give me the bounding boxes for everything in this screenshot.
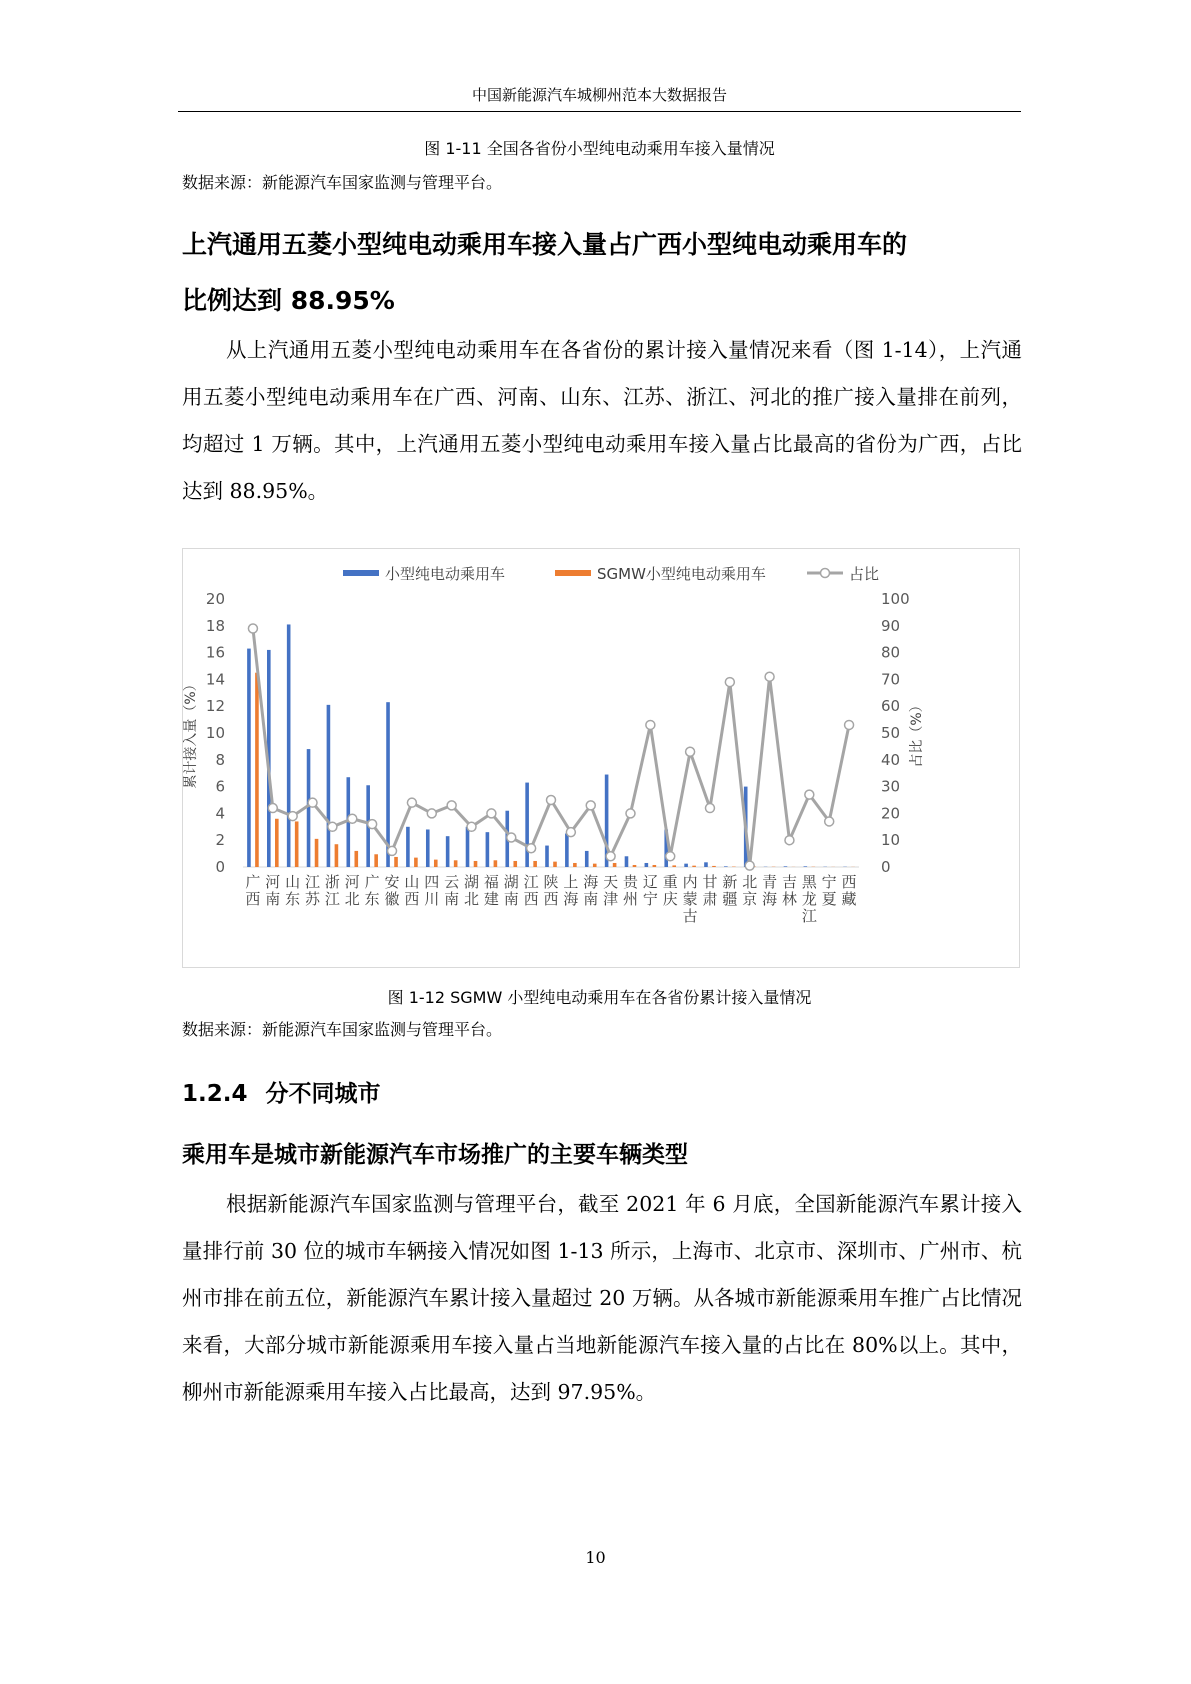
x-tick-label: 安徽	[384, 873, 400, 908]
x-tick-label: 内蒙古	[682, 873, 698, 925]
x-tick-label: 海南	[583, 873, 599, 908]
heading-3: 乘用车是城市新能源汽车市场推广的主要车辆类型	[182, 1142, 688, 1168]
x-tick-label: 宁夏	[821, 873, 837, 908]
x-tick-label: 甘肃	[702, 873, 718, 908]
line-point	[467, 822, 476, 831]
x-tick-label: 陕西	[543, 873, 559, 908]
paragraph-2	[182, 1181, 1022, 1416]
bar-sgmw	[573, 863, 577, 867]
subsection-number: 1.2.4	[182, 1081, 248, 1107]
y2-tick-label: 70	[881, 670, 901, 689]
x-tick-label: 湖北	[464, 873, 480, 908]
y-tick-label: 4	[215, 804, 225, 823]
bar-sgmw	[394, 857, 398, 867]
y2-tick-label: 80	[881, 643, 901, 662]
x-tick-label: 西藏	[841, 873, 857, 908]
line-point	[248, 624, 257, 633]
x-tick-label: 江西	[523, 873, 539, 908]
line-point	[308, 798, 317, 807]
bar-sgmw	[434, 860, 438, 867]
x-tick-label: 四川	[424, 873, 440, 908]
y2-tick-label: 90	[881, 616, 901, 635]
line-point	[507, 833, 516, 842]
bar-sgmw	[633, 865, 637, 867]
x-tick-label: 辽宁	[642, 873, 658, 908]
line-point	[427, 809, 436, 818]
paragraph-1-text: 从上汽通用五菱小型纯电动乘用车在各省份的累计接入量情况来看（图 1-14），上汽通用五菱小型纯电动乘用车在广西、河南、山东、江苏、浙江、河北的推广接入量排在前列，均超过 1 万辆。其中，上汽通用五菱小型纯电动乘用车接入量占比最高的省份为广西，占比达到 88.95%。	[182, 338, 1022, 503]
bar-total	[466, 827, 470, 867]
y-tick-label: 0	[215, 858, 225, 876]
bar-sgmw	[593, 864, 597, 867]
line-point	[845, 720, 854, 729]
x-tick-label: 北京	[742, 873, 758, 908]
bar-total	[684, 864, 688, 867]
bar-sgmw	[553, 862, 557, 867]
line-share	[253, 628, 849, 865]
bar-total	[625, 856, 629, 867]
y-tick-label: 14	[205, 670, 225, 689]
line-point	[705, 804, 714, 813]
bar-sgmw	[712, 866, 716, 867]
legend-swatch-marker	[821, 569, 830, 578]
y2-tick-label: 20	[881, 804, 901, 823]
bar-total	[545, 846, 549, 867]
line-point	[805, 790, 814, 799]
bar-sgmw	[414, 858, 418, 867]
line-point	[447, 801, 456, 810]
page-number: 10	[585, 1548, 606, 1567]
line-point	[586, 801, 595, 810]
line-point	[606, 852, 615, 861]
x-tick-label: 河南	[265, 873, 281, 908]
bar-total	[804, 866, 808, 867]
bar-total	[247, 649, 251, 867]
bar-sgmw	[653, 865, 657, 867]
x-tick-label: 山西	[404, 873, 420, 908]
data-source-1-12: 数据来源：新能源汽车国家监测与管理平台。	[182, 1020, 503, 1039]
line-point	[666, 852, 675, 861]
x-tick-label: 吉林	[781, 873, 797, 908]
x-tick-label: 青海	[762, 873, 778, 908]
bar-total	[704, 862, 708, 867]
x-tick-label: 黑龙江	[801, 873, 817, 925]
x-tick-label: 重庆	[662, 873, 678, 908]
bar-sgmw	[533, 861, 537, 867]
paragraph-1	[182, 327, 1022, 515]
bar-total	[525, 783, 529, 867]
x-tick-label: 江苏	[305, 873, 321, 908]
paragraph-2-text: 根据新能源汽车国家监测与管理平台，截至 2021 年 6 月底，全国新能源汽车累计接入量排行前 30 位的城市车辆接入情况如图 1-13 所示，上海市、北京市、深圳市、广州市、杭州市排在前五位，新能源汽车累计接入量超过 20 万辆。从各城市新能源乘用车推广占比情况来看，大部分城市新能源乘用车接入量占当地新能源汽车接入量的占比在 80%以上。其中，柳州市新能源乘用车接入占比最高，达到 97.95%。	[182, 1192, 1022, 1404]
y-tick-label: 6	[215, 777, 225, 796]
bar-total	[784, 866, 788, 867]
y2-tick-label: 30	[881, 777, 901, 796]
line-point	[268, 804, 277, 813]
bar-total	[645, 863, 649, 867]
bar-total	[585, 851, 589, 867]
bar-sgmw	[295, 821, 299, 867]
line-point	[686, 747, 695, 756]
bar-sgmw	[474, 861, 478, 867]
bar-sgmw	[354, 851, 358, 867]
legend-label: SGMW小型纯电动乘用车	[597, 565, 766, 583]
line-point	[646, 720, 655, 729]
line-point	[487, 809, 496, 818]
line-point	[368, 820, 377, 829]
y2-axis-title: 占比（%）	[909, 698, 925, 768]
legend-label: 小型纯电动乘用车	[385, 565, 506, 583]
header-rule	[178, 111, 1021, 112]
x-tick-label: 天津	[603, 873, 619, 908]
subsection-title: 分不同城市	[265, 1081, 381, 1107]
x-tick-label: 云南	[444, 873, 460, 908]
y2-tick-label: 60	[881, 697, 901, 716]
y-tick-label: 20	[205, 590, 225, 608]
line-point	[626, 809, 635, 818]
y-tick-label: 12	[205, 697, 225, 716]
chart-sgmw-by-province	[182, 548, 1020, 968]
x-tick-label: 山东	[285, 873, 301, 908]
x-tick-label: 广西	[245, 873, 261, 908]
bar-total	[724, 866, 728, 867]
section-heading-line1: 上汽通用五菱小型纯电动乘用车接入量占广西小型纯电动乘用车的	[182, 230, 908, 259]
x-tick-label: 广东	[364, 873, 380, 908]
line-point	[328, 822, 337, 831]
bar-total	[327, 705, 331, 867]
legend-swatch	[343, 570, 379, 576]
y-tick-label: 10	[205, 724, 225, 742]
figure-caption-1-11: 图 1-11 全国各省份小型纯电动乘用车接入量情况	[424, 139, 775, 158]
y-tick-label: 16	[205, 643, 225, 662]
x-tick-label: 贵州	[622, 873, 638, 908]
y2-tick-label: 40	[881, 750, 901, 769]
x-tick-label: 河北	[344, 873, 360, 908]
bar-sgmw	[255, 673, 259, 867]
subsection-heading	[182, 1075, 381, 1108]
bar-sgmw	[672, 865, 676, 867]
bar-sgmw	[613, 863, 617, 867]
section-heading-line2: 比例达到 88.95%	[182, 286, 395, 315]
y-tick-label: 8	[215, 750, 225, 769]
bar-total	[486, 832, 490, 867]
line-point	[407, 798, 416, 807]
line-point	[725, 678, 734, 687]
line-point	[348, 814, 357, 823]
y2-tick-label: 100	[881, 590, 910, 608]
y2-tick-label: 0	[881, 858, 891, 876]
line-point	[825, 817, 834, 826]
bar-total	[426, 829, 430, 867]
header-title: 中国新能源汽车城柳州范本大数据报告	[471, 86, 727, 104]
legend-label: 占比	[849, 565, 880, 583]
y-tick-label: 18	[205, 616, 225, 635]
bar-total	[287, 624, 291, 867]
line-point	[566, 828, 575, 837]
x-tick-label: 福建	[483, 873, 499, 908]
bar-sgmw	[494, 860, 498, 867]
bar-sgmw	[454, 860, 458, 867]
x-tick-label: 新疆	[722, 873, 738, 908]
x-tick-label: 湖南	[503, 873, 519, 908]
bar-sgmw	[374, 854, 378, 867]
bar-sgmw	[275, 819, 279, 867]
line-point	[765, 672, 774, 681]
y-axis-title: 累计接入量（%）	[183, 677, 199, 789]
bar-sgmw	[513, 861, 517, 867]
line-point	[288, 812, 297, 821]
bar-total	[565, 834, 569, 868]
bar-total	[307, 749, 311, 867]
x-tick-label: 上海	[563, 873, 579, 908]
data-source-1-11: 数据来源：新能源汽车国家监测与管理平台。	[182, 173, 503, 192]
x-tick-label: 浙江	[324, 873, 340, 908]
bar-sgmw	[692, 866, 696, 867]
legend-swatch	[555, 570, 591, 576]
figure-caption-1-12: 图 1-12 SGMW 小型纯电动乘用车在各省份累计接入量情况	[387, 988, 812, 1007]
line-point	[527, 844, 536, 853]
y-tick-label: 2	[215, 831, 225, 850]
y2-tick-label: 10	[881, 831, 901, 850]
line-point	[745, 861, 754, 870]
line-point	[388, 846, 397, 855]
bar-total	[446, 836, 450, 867]
line-point	[547, 796, 556, 805]
bar-total	[406, 827, 410, 867]
chart-svg	[183, 549, 1019, 967]
line-point	[785, 836, 794, 845]
bar-sgmw	[335, 844, 339, 867]
bar-sgmw	[315, 839, 319, 867]
y2-tick-label: 50	[881, 724, 901, 742]
